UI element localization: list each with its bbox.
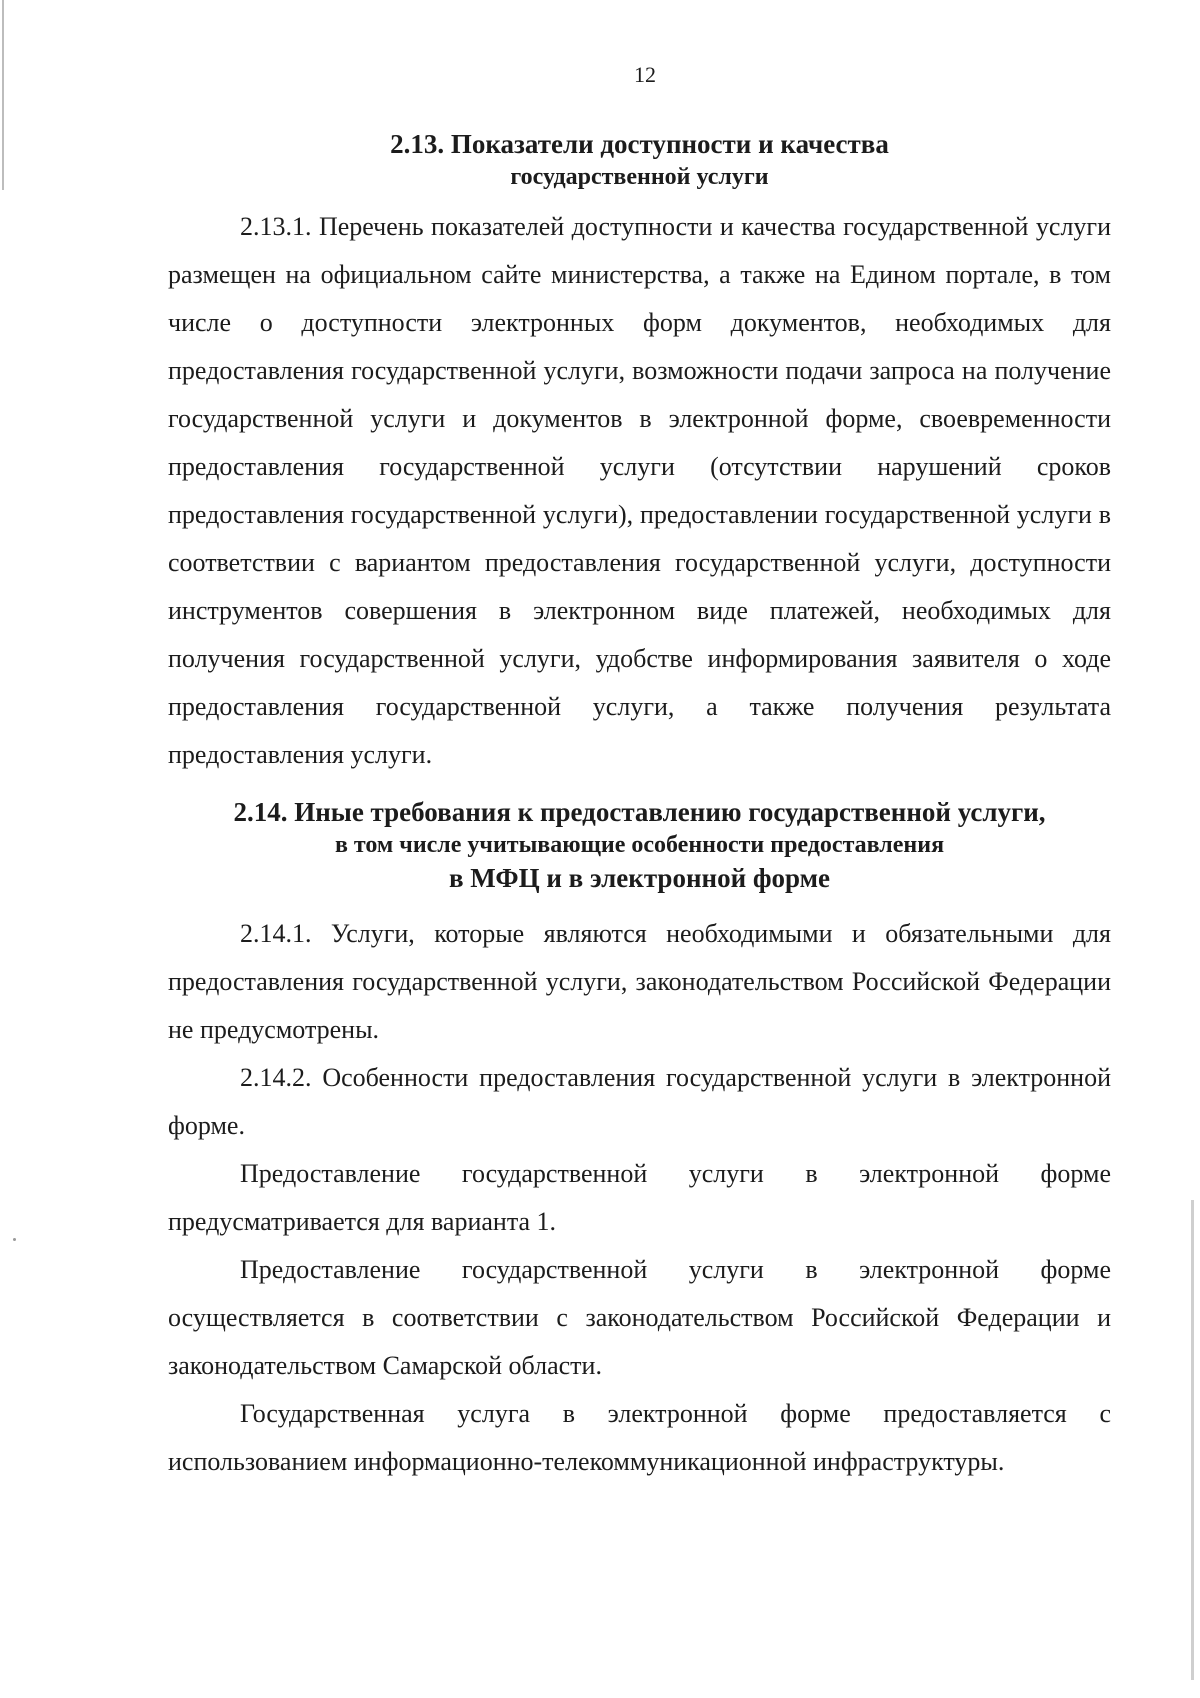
paragraph-electronic-form-infrastructure: Государственная услуга в электронной форме предоставляется с использованием информационно-телекоммуникационной инфраструктуры.: [168, 1399, 1111, 1476]
paragraph-2-13-1: 2.13.1. Перечень показателей доступности и качества государственной услуги размещен на официальном сайте министерства, а также на Едином портале, в том числе о доступности электронных форм документов, необходимых для предоставления государственной услуги, возможности подачи запроса на получение государственной услуги и документов в электронной форме, своевременности предоставления государственной услуги (отсутствии нарушений сроков предоставления государственной услуги), предоставлении государственной услуги в соответствии с вариантом предоставления государственной услуги, доступности инструментов совершения в электронном виде платежей, необходимых для получения государственной услуги, удобстве информирования заявителя о ходе предоставления государственной услуги, а также получения результата предоставления услуги.: [168, 212, 1111, 769]
section-heading-2-13-line-2: государственной услуги: [510, 164, 769, 190]
scan-edge-right: [1191, 1200, 1194, 1680]
document-body: [168, 128, 1111, 1486]
section-heading-2-14: [168, 796, 1111, 895]
section-heading-2-14-line-1: 2.14. Иные требования к предоставлению государственной услуги,: [233, 797, 1046, 827]
section-heading-2-13: [168, 128, 1111, 194]
paragraph-2-14-1: 2.14.1. Услуги, которые являются необходимыми и обязательными для предоставления государственной услуги, законодательством Российской Федерации не предусмотрены.: [168, 919, 1111, 1044]
section-heading-2-14-line-2: в том числе учитывающие особенности предоставления: [334, 832, 945, 858]
paragraph-electronic-form-variant: Предоставление государственной услуги в электронной форме предусматривается для варианта 1.: [168, 1159, 1111, 1236]
scan-speck: [13, 1238, 16, 1241]
paragraph-2-14-2: 2.14.2. Особенности предоставления государственной услуги в электронной форме.: [168, 1063, 1111, 1140]
section-heading-2-14-line-3: в МФЦ и в электронной форме: [448, 863, 831, 893]
scan-edge-left: [2, 0, 4, 190]
page-number: 12: [634, 62, 656, 87]
section-heading-2-13-line-1: 2.13. Показатели доступности и качества: [390, 129, 889, 159]
paragraph-electronic-form-legislation: Предоставление государственной услуги в электронной форме осуществляется в соответствии с законодательством Российской Федерации и законодательством Самарской области.: [168, 1255, 1111, 1380]
